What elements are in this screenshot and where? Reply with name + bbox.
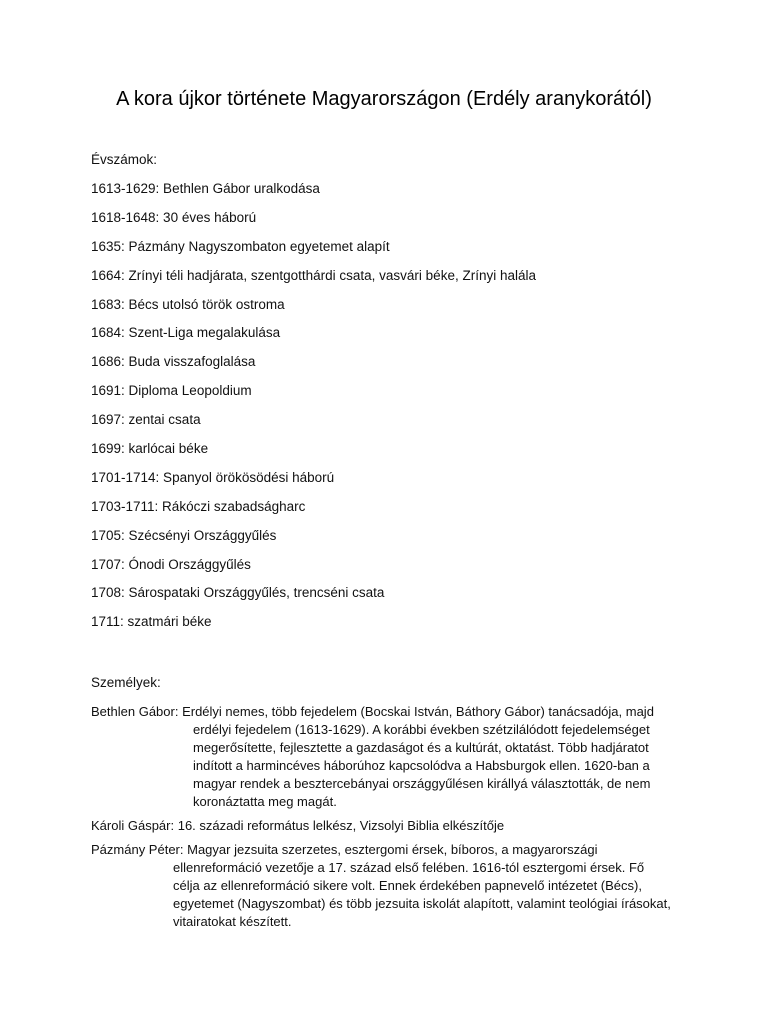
year-entry: 1699: karlócai béke <box>91 441 209 457</box>
years-heading: Évszámok: <box>91 152 158 167</box>
person-description: Magyar jezsuita szerzetes, esztergomi érsek, bíboros, a magyarországi ellenreformáció vezetője a 17. század első felében. 1616-tól esztergomi érsek. Fő célja az ellenreformáció sikere volt. Ennek érdekében papnevelő intézetet (Bécs), egyetemet (Nagyszombat) és több jezsuita iskolát alapított, valamint teológiai írásokat, vitairatokat készített. <box>173 842 671 929</box>
persons-list <box>91 703 671 937</box>
year-entry: 1635: Pázmány Nagyszombaton egyetemet alapít <box>91 238 390 254</box>
year-entry: 1697: zentai csata <box>91 412 201 428</box>
year-entry: 1613-1629: Bethlen Gábor uralkodása <box>91 181 320 196</box>
year-entry: 1691: Diploma Leopoldium <box>91 383 252 399</box>
year-entry: 1686: Buda visszafoglalása <box>91 354 256 370</box>
person-name: Károli Gáspár: <box>91 818 175 833</box>
person-entry-bethlen <box>91 703 671 811</box>
year-entry: 1683: Bécs utolsó török ostroma <box>91 296 285 312</box>
person-name: Pázmány Péter: <box>91 842 184 857</box>
year-entry: 1684: Szent-Liga megalakulása <box>91 325 281 341</box>
person-description: 16. századi református lelkész, Vizsolyi Biblia elkészítője <box>177 818 505 833</box>
year-entry: 1664: Zrínyi téli hadjárata, szentgotthárdi csata, vasvári béke, Zrínyi halála <box>91 267 536 283</box>
person-name: Bethlen Gábor: <box>91 704 179 719</box>
year-entry: 1707: Ónodi Országgyűlés <box>91 556 251 572</box>
year-entry: 1618-1648: 30 éves háború <box>91 209 257 225</box>
year-entry: 1701-1714: Spanyol örökösödési háború <box>91 469 335 485</box>
person-entry-pazmany <box>91 841 671 931</box>
years-list <box>91 180 536 642</box>
persons-heading: Személyek: <box>91 675 161 690</box>
year-entry: 1711: szatmári béke <box>91 614 212 630</box>
year-entry: 1703-1711: Rákóczi szabadságharc <box>91 498 306 514</box>
person-description: Erdélyi nemes, több fejedelem (Bocskai István, Báthory Gábor) tanácsadója, majd erdélyi fejedelem (1613-1629). A korábbi években szétzilálódott fejedelemséget megerősítette, fejlesztette a gazdaságot és a kultúrát, oktatást. Több hadjáratot indított a harmincéves háborúhoz kapcsolódva a Habsburgok ellen. 1620-ban a magyar rendek a besztercebányai országgyűlésen királlyá választották, de nem koronáztatta meg magát. <box>182 704 654 809</box>
person-entry-karoli <box>91 817 671 835</box>
year-entry: 1708: Sárospataki Országgyűlés, trencséni csata <box>91 585 385 601</box>
year-entry: 1705: Szécsényi Országgyűlés <box>91 527 277 543</box>
document-title: A kora újkor története Magyarországon (Erdély aranykorától) <box>116 88 652 110</box>
